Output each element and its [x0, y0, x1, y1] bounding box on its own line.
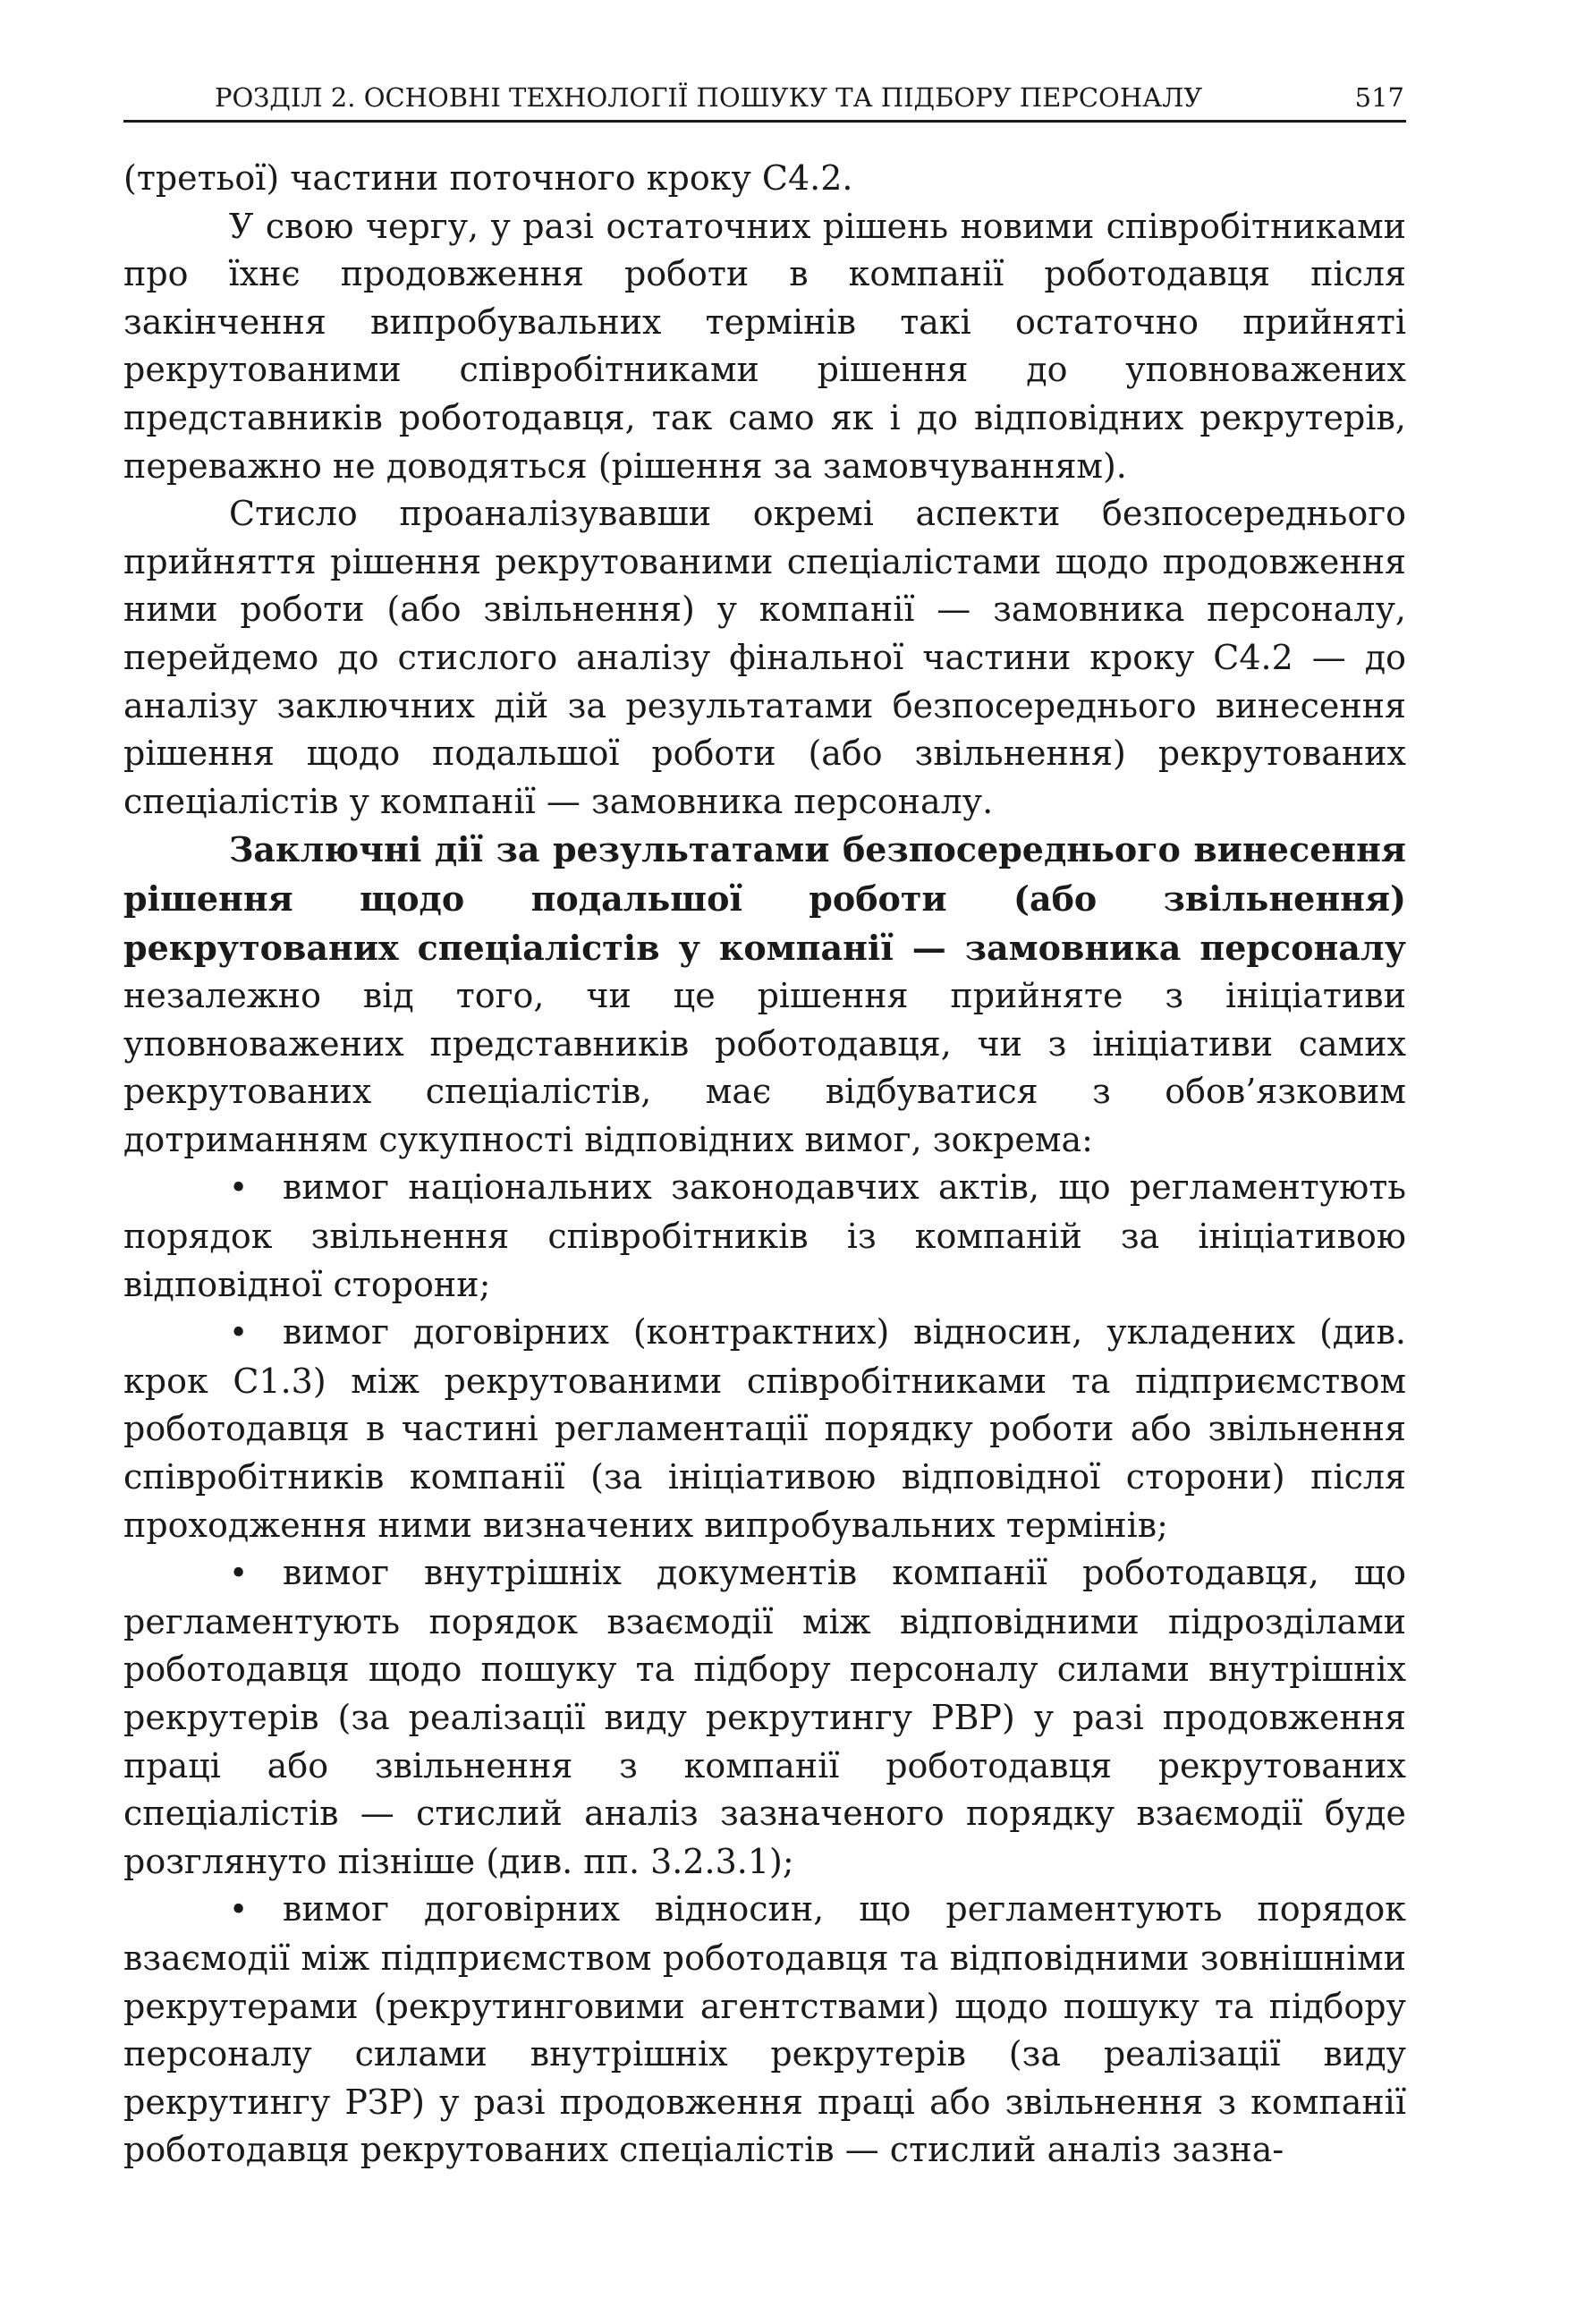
bullet-item: • вимог внутрішніх документів компанії роботодавця, що регламентують порядок взаємодії між відповідними підрозділами роботодавця щодо пошуку та підбору персоналу силами внутрішніх рекрутерів (за реалізації виду рекрутингу РВР) у разі продовження праці або звільнення з компанії роботодавця рекрутованих спеціалістів — стислий аналіз зазначеного порядку взаємодії буде розглянуто пізніше (див. пп. 3.2.3.1);: [123, 1549, 1406, 1886]
paragraph: У свою чергу, у разі остаточних рішень новими співробітниками про їхнє продовження роботи в компанії роботодавця після закінчення випробувальних термінів такі остаточно прийняті рекрутованими співробітниками рішення до уповноважених представників роботодавця, так само як і до відповідних рекрутерів, переважно не доводяться (рішення за замовчуванням).: [123, 206, 1406, 486]
paragraph: Стисло проаналізувавши окремі аспекти безпосереднього прийняття рішення рекрутованими спеціалістами щодо продовження ними роботи (або звільнення) у компанії — замовника персоналу, перейдемо до стислого аналізу фінальної частини кроку С4.2 — до аналізу заключних дій за результатами безпосереднього винесення рішення щодо подальшої роботи (або звільнення) рекрутованих спеціалістів у компанії — замовника персоналу.: [123, 494, 1406, 821]
running-header: [123, 82, 1406, 123]
paragraph-text: незалежно від того, чи це рішення прийняте з ініціативи уповноважених представників роботодавця, чи з ініціативи самих рекрутованих спеціалістів, має відбуватися з обов’язковим дотриманням сукупності відповідних вимог, зокрема:: [123, 976, 1406, 1159]
paragraph: (третьої) частини поточного кроку С4.2.: [123, 158, 853, 198]
page-number: 517: [1354, 82, 1404, 113]
page: [123, 82, 1406, 2175]
bold-lead-in: Заключні дії за результатами безпосереднього винесення рішення щодо подальшої роботи (або звільнення) рекрутованих спеціалістів у компанії — замовника персоналу: [123, 829, 1406, 968]
bullet-item: • вимог національних законодавчих актів, що регламентують порядок звільнення співробітників із компаній за ініціативою відповідної сторони;: [123, 1164, 1406, 1309]
bullet-item: • вимог договірних відносин, що регламентують порядок взаємодії між підприємством роботодавця та відповідними зовнішніми рекрутерами (рекрутинговими агентствами) щодо пошуку та підбору персоналу силами внутрішніх рекрутерів (за реалізації виду рекрутингу РЗР) у разі продовження праці або звільнення з компанії роботодавця рекрутованих спеціалістів — стислий аналіз зазна-: [123, 1886, 1406, 2175]
running-title: РОЗДІЛ 2. ОСНОВНІ ТЕХНОЛОГІЇ ПОШУКУ ТА ПІДБОРУ ПЕРСОНАЛУ: [215, 82, 1203, 113]
paragraph: [123, 826, 1406, 1164]
bullet-item: • вимог договірних (контрактних) відносин, укладених (див. крок С1.3) між рекрутованими співробітниками та підприємством роботодавця в частині регламентації порядку роботи або звільнення співробітників компанії (за ініціативою відповідної сторони) після проходження ними визначених випробувальних термінів;: [123, 1309, 1406, 1549]
body-text: [123, 155, 1406, 2175]
